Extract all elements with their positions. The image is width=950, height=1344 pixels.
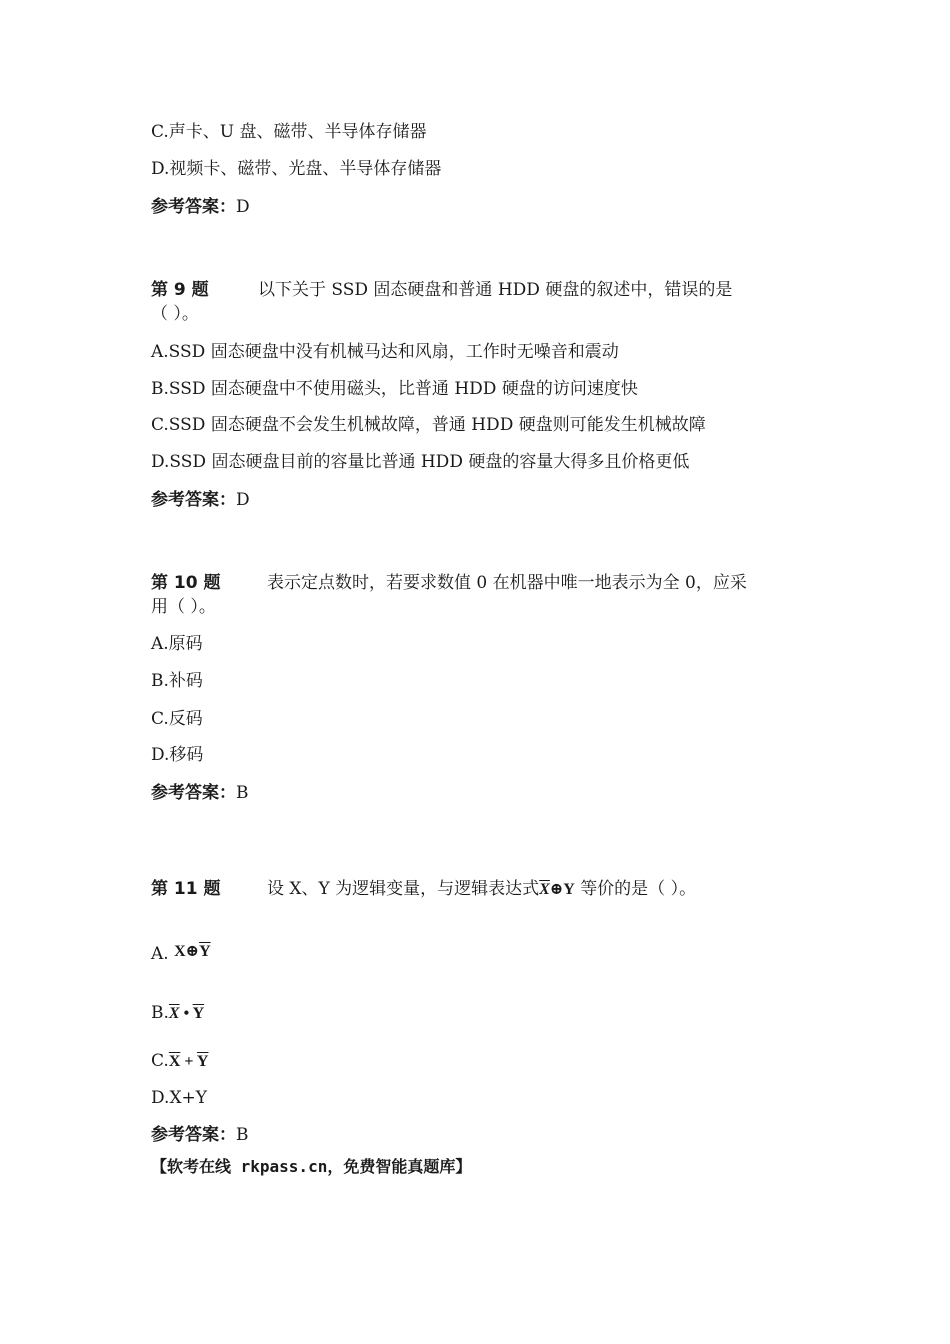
option-d: D.视频卡、磁带、光盘、半导体存储器 xyxy=(151,159,442,179)
formula-operator: ⊕ xyxy=(549,881,564,898)
question-number: 第 10 题 xyxy=(151,573,221,593)
answer-value: D xyxy=(236,197,250,217)
answer-label: 参考答案： xyxy=(151,1125,236,1145)
option-c: C.声卡、U 盘、磁带、半导体存储器 xyxy=(151,122,427,142)
option-a xyxy=(151,941,211,965)
answer-line xyxy=(151,782,249,804)
question-9-stem: 以下关于 SSD 固态硬盘和普通 HDD 硬盘的叙述中，错误的是 xyxy=(258,280,733,300)
option-prefix: B. xyxy=(151,1003,169,1023)
answer-label: 参考答案： xyxy=(151,197,236,217)
option-text: X+Y xyxy=(169,1088,208,1108)
formula-operand-a: X xyxy=(174,943,186,960)
option-b: B.补码 xyxy=(151,671,203,691)
answer-label: 参考答案： xyxy=(151,490,236,510)
formula-operator: + xyxy=(184,1053,194,1070)
question-10-stem-cont: 用（ ）。 xyxy=(151,597,216,617)
option-c xyxy=(151,1050,208,1073)
option-d: D.SSD 固态硬盘目前的容量比普通 HDD 硬盘的容量大得多且价格更低 xyxy=(151,452,690,472)
option-d: D.移码 xyxy=(151,745,204,765)
question-11-header xyxy=(151,878,221,900)
option-d xyxy=(151,1087,207,1109)
answer-value: B xyxy=(236,1125,249,1145)
option-c: C.SSD 固态硬盘不会发生机械故障，普通 HDD 硬盘则可能发生机械故障 xyxy=(151,415,706,435)
question-number: 第 9 题 xyxy=(151,280,209,300)
question-10-stem: 表示定点数时，若要求数值 0 在机器中唯一地表示为全 0，应采 xyxy=(267,573,747,593)
formula-operand-b: $\overline{Y}$ xyxy=(199,943,211,960)
question-9-stem-cont: （ ）。 xyxy=(151,304,199,324)
answer-line xyxy=(151,196,250,218)
answer-value: D xyxy=(236,490,250,510)
option-prefix: A. xyxy=(151,944,169,964)
question-number: 第 11 题 xyxy=(151,879,221,899)
question-11-stem xyxy=(267,878,696,901)
formula-operand-a: $\overline{X}$ xyxy=(539,881,550,898)
answer-line xyxy=(151,1124,249,1146)
formula-operand-b: $\overline{Y}$ xyxy=(196,1053,209,1070)
question-9-header xyxy=(151,279,209,301)
option-a: A.原码 xyxy=(151,634,203,654)
option-b: B.SSD 固态硬盘中不使用磁头，比普通 HDD 硬盘的访问速度快 xyxy=(151,379,638,399)
stem-formula xyxy=(539,879,575,901)
formula-operand-b: $\overline{Y}$ xyxy=(192,1005,205,1022)
formula-operand-a: $\overline{X}$ xyxy=(168,1005,180,1022)
answer-value: B xyxy=(236,783,249,803)
question-10-header xyxy=(151,572,221,594)
formula-operand-b: Y xyxy=(563,881,575,898)
stem-text-after: 等价的是（ ）。 xyxy=(580,879,697,899)
answer-line xyxy=(151,489,250,511)
formula-operator: • xyxy=(183,1005,190,1022)
stem-text-before: 设 X、Y 为逻辑变量，与逻辑表达式 xyxy=(267,879,540,899)
option-prefix: C. xyxy=(151,1051,169,1071)
option-prefix: D. xyxy=(151,1088,170,1108)
option-c: C.反码 xyxy=(151,709,203,729)
formula-operator: ⊕ xyxy=(185,943,200,960)
formula-operand-a: $\overline{X}$ xyxy=(168,1053,181,1070)
answer-label: 参考答案： xyxy=(151,783,236,803)
site-footer: 【软考在线 rkpass.cn，免费智能真题库】 xyxy=(151,1157,472,1176)
option-a: A.SSD 固态硬盘中没有机械马达和风扇，工作时无噪音和震动 xyxy=(151,342,619,362)
option-formula xyxy=(169,1003,204,1025)
option-b xyxy=(151,1002,204,1025)
option-formula xyxy=(174,941,211,963)
option-formula xyxy=(169,1051,209,1073)
